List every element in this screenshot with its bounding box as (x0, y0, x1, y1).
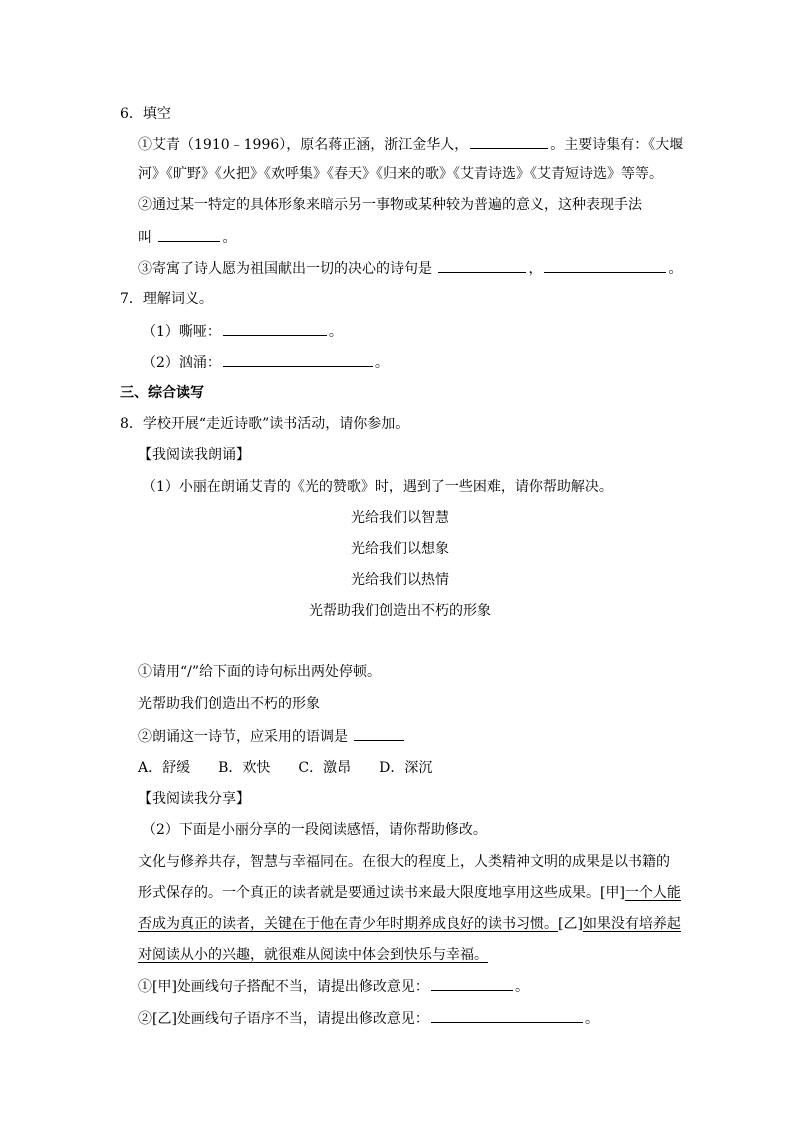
q8-options (138, 758, 432, 778)
option-b[interactable]: B．欢快 (218, 760, 271, 776)
q8-revise-yi (138, 1008, 599, 1029)
q8-sub1-prompt: ①请用“/”给下面的诗句标出两处停顿。 (138, 664, 382, 680)
q7-item2 (142, 352, 389, 373)
answer-blank[interactable] (158, 227, 220, 242)
poem-line: 光给我们以想象 (351, 541, 449, 557)
q6-item1-text-a: ①艾青（1910﹣1996），原名蒋正涵，浙江金华人， (138, 137, 469, 153)
answer-blank[interactable] (470, 134, 548, 149)
paragraph-line (138, 883, 681, 903)
q7-item1-end: 。 (328, 324, 343, 340)
q7-item2-label: （2）汹涌： (142, 355, 221, 371)
answer-blank[interactable] (223, 352, 373, 367)
q7-title: 7．理解词义。 (120, 291, 213, 307)
q8-title: 8．学校开展“走近诗歌”读书活动，请你参加。 (120, 416, 410, 432)
poem-line: 光给我们以热情 (351, 572, 449, 588)
q8-tag-read-share: 【我阅读我分享】 (138, 791, 250, 807)
q8-sub2-text: ②朗诵这一诗节，应采用的语调是 (138, 729, 353, 745)
q6-item3-text-b: ， (528, 261, 543, 277)
q6-item3 (138, 258, 682, 279)
q8-revise-jia-end: 。 (514, 979, 529, 995)
q8-revise-yi-end: 。 (584, 1011, 599, 1027)
answer-blank[interactable] (431, 976, 513, 991)
q6-item1-line1 (138, 134, 683, 155)
q8-part1-prompt: （1）小丽在朗诵艾青的《光的赞歌》时，遇到了一些困难，请你帮助解决。 (142, 479, 613, 495)
q7-item1 (142, 321, 343, 342)
q6-item3-text-a: ③寄寓了诗人愿为祖国献出一切的决心的诗句是 (138, 261, 437, 277)
poem-line: 光给我们以智慧 (351, 510, 449, 526)
q8-revise-jia-text: ①[甲]处画线句子搭配不当，请提出修改意见： (138, 979, 429, 995)
underlined-sentence-yi: 如果没有培养起 (582, 916, 681, 932)
q7-item2-end: 。 (374, 355, 389, 371)
q6-item2-text-b: 。 (222, 230, 237, 246)
section-heading: 三、综合读写 (120, 385, 204, 401)
answer-blank[interactable] (223, 321, 327, 336)
poem-line: 光帮助我们创造出不朽的形象 (309, 603, 491, 619)
underlined-sentence-jia: 一个人能 (624, 885, 681, 901)
answer-blank[interactable] (354, 726, 404, 741)
paragraph-line (138, 914, 681, 934)
underlined-sentence-jia: 否成为真正的读者，关键在于他在青少年时期养成良好的读书习惯。 (138, 916, 558, 932)
q8-sub1-line: 光帮助我们创造出不朽的形象 (138, 696, 320, 712)
q6-item2-line2 (138, 227, 236, 248)
q6-item1-text-b: 。主要诗集有：《大堰 (550, 137, 684, 153)
paragraph-line: 文化与修养共存，智慧与幸福同在。在很大的程度上，人类精神文明的成果是以书籍的 (138, 854, 670, 870)
q8-revise-jia (138, 976, 529, 997)
q6-title: 6．填空 (120, 106, 171, 122)
q8-tag-read-recite: 【我阅读我朗诵】 (138, 447, 250, 463)
option-c[interactable]: C．激昂 (298, 760, 352, 776)
answer-blank[interactable] (544, 258, 666, 273)
paragraph-text: 形式保存的。一个真正的读者就是要通过读书来最大限度地享用这些成果。[甲] (138, 885, 625, 901)
underlined-sentence-yi: 对阅读从小的兴趣，就很难从阅读中体会到快乐与幸福。 (138, 947, 488, 963)
q8-part2-prompt: （2）下面是小丽分享的一段阅读感悟，请你帮助修改。 (142, 822, 487, 838)
paragraph-marker: [乙] (558, 916, 583, 932)
q6-item2-text-a: 叫 (138, 230, 157, 246)
q7-item1-label: （1）嘶哑： (142, 324, 221, 340)
paragraph-line (138, 945, 488, 965)
q8-sub2-prompt (138, 726, 406, 747)
answer-blank[interactable] (438, 258, 526, 273)
q6-item1-line2: 河》《旷野》《火把》《欢呼集》《春天》《归来的歌》《艾青诗选》《艾青短诗选》等等。 (138, 166, 663, 182)
answer-blank[interactable] (431, 1008, 583, 1023)
option-d[interactable]: D．深沉 (379, 760, 433, 776)
q8-revise-yi-text: ②[乙]处画线句子语序不当，请提出修改意见： (138, 1011, 429, 1027)
q6-item3-text-c: 。 (668, 261, 683, 277)
q6-item2-line1: ②通过某一特定的具体形象来暗示另一事物或某种较为普遍的意义，这种表现手法 (138, 197, 642, 213)
option-a[interactable]: A．舒缓 (138, 760, 191, 776)
